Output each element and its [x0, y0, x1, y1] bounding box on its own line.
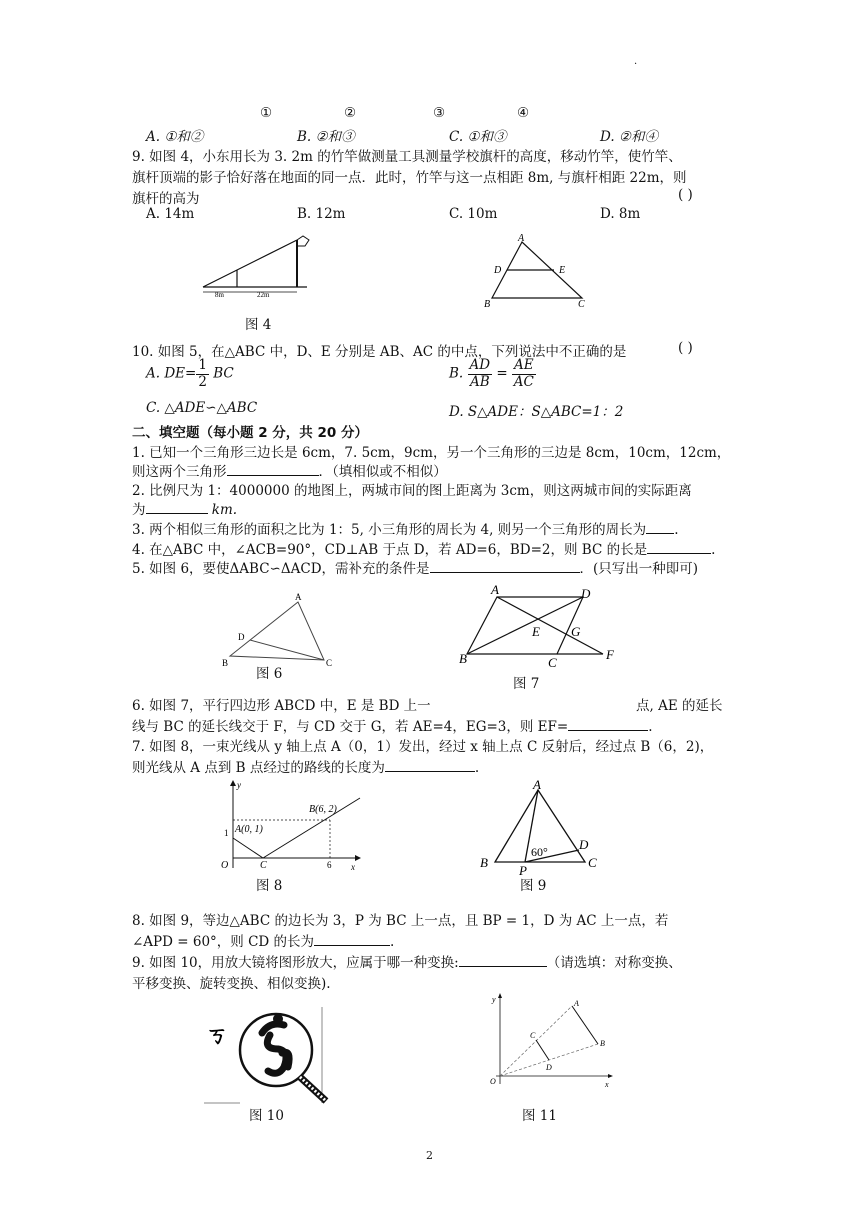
fig6-label-b: B: [222, 658, 229, 668]
fig9-label-c: C: [588, 855, 597, 870]
fig9-angle-label: 60°: [531, 845, 548, 859]
fill-q4-blank[interactable]: [647, 539, 711, 554]
fill-q9-pre: 9. 如图 10，用放大镜将图形放大，应属于哪一种变换:: [132, 955, 459, 971]
fig5-label-b: B: [484, 299, 491, 310]
fig11-label-x: x: [605, 1080, 609, 1089]
fill-q9-line-1: [132, 951, 682, 971]
fig7-label-b: B: [459, 651, 467, 666]
fill-q1-line-1: 1. 已知一个三角形三边长是 6cm，7. 5cm，9cm，另一个三角形的三边是 8cm，10cm，12cm，: [132, 445, 731, 461]
q10-a-den: 2: [198, 373, 207, 390]
q9-text-line-2: 旗杆顶端的影子恰好落在地面的同一点．此时，竹竿与这一点相距 8m, 与旗杆相距 22m，则: [132, 170, 687, 186]
fig7-label-e: E: [532, 624, 540, 639]
fill-q6-blank[interactable]: [568, 716, 648, 731]
fig7-label-f: F: [606, 647, 614, 662]
q10-b-fraction-1: [468, 358, 493, 390]
section-2-heading: 二、填空题（每小题 2 分，共 20 分）: [132, 425, 368, 441]
fig9-label-a: A: [533, 777, 541, 792]
fill-q7-line-2: [132, 756, 479, 776]
fig4-caption: 图 4: [245, 317, 272, 333]
fig8-label-y: y: [237, 780, 241, 790]
fig5-label-e: E: [559, 265, 566, 276]
fill-q1-post: ．（填相似或不相似）: [318, 464, 447, 480]
fill-q5: [132, 557, 698, 577]
fill-q6-line-1-post: 点, AE 的延长: [636, 698, 723, 714]
q10-a-pre: A. DE=: [146, 365, 197, 382]
fig7-label-g: G: [571, 624, 581, 639]
fill-q3-pre: 3. 两个相似三角形的面积之比为 1：5, 小三角形的周长为 4, 则另一个三角形的周长为: [132, 522, 647, 538]
fill-q3: [132, 518, 678, 538]
fig11-label-y: y: [492, 995, 496, 1004]
figure-9: [475, 777, 605, 878]
q10-choice-d: D. S△ADE：S△ABC=1：2: [449, 404, 624, 420]
fig8-label-x: x: [351, 862, 355, 872]
fig6-caption: 图 6: [256, 666, 283, 682]
q10-choice-a: [146, 358, 234, 390]
fill-q8-blank[interactable]: [314, 931, 390, 946]
fig11-label-c: C: [530, 1031, 536, 1040]
fig6-label-a: A: [295, 592, 302, 602]
q10-a-num: 1: [198, 357, 207, 373]
fig9-label-d: D: [579, 837, 589, 852]
fill-q7-post: .: [474, 760, 480, 776]
fill-q8-line-2: [132, 930, 394, 950]
fill-q1-blank[interactable]: [227, 461, 319, 476]
fill-q9-post: （请选填：对称变换、: [546, 955, 682, 971]
fig11-label-b: B: [600, 1039, 605, 1048]
q9-choice-d: D. 8m: [600, 206, 641, 222]
fig9-caption: 图 9: [520, 878, 547, 894]
q10-a-post: BC: [213, 365, 234, 382]
fill-q7-pre: 则光线从 A 点到 B 点经过的路线的长度为: [132, 760, 385, 776]
option-circle-1: ①: [260, 105, 273, 121]
fill-q3-blank[interactable]: [646, 519, 674, 534]
fill-q7-line-1: 7. 如图 8，一束光线从 y 轴上点 A（0，1）发出，经过 x 轴上点 C 反射后，经过点 B（6，2)，: [132, 739, 714, 755]
figure-10: [200, 1005, 330, 1105]
q10-answer-paren: ( ): [678, 340, 693, 356]
fig4-label-8m: 8m: [215, 291, 224, 299]
header-dot: .: [634, 56, 638, 67]
fig6-label-c: C: [326, 658, 333, 668]
fig8-caption: 图 8: [256, 878, 283, 894]
fig6-label-d: D: [238, 632, 245, 642]
figure-4: [195, 232, 325, 302]
fig7-label-d: D: [581, 586, 591, 601]
fig8-label-a: A(0, 1): [235, 824, 263, 835]
fig4-label-22m: 22m: [257, 291, 270, 299]
fig8-label-c: C: [260, 860, 267, 871]
q9-text-line-3: 旗杆的高为: [132, 191, 200, 207]
fig9-label-b: B: [480, 855, 488, 870]
fig8-label-o: O: [221, 860, 229, 871]
fig11-caption: 图 11: [522, 1108, 557, 1124]
q8-choice-a: A. ①和②: [146, 129, 204, 145]
q8-choice-b: B. ②和③: [297, 129, 355, 145]
fill-q4: [132, 538, 715, 558]
q10-b-d1: AB: [469, 373, 490, 390]
page-number: 2: [426, 1149, 433, 1162]
q8-choice-d: D. ②和④: [600, 129, 659, 145]
fill-q6-line-2: [132, 715, 653, 735]
fill-q2-line-1: 2. 比例尺为 1：4000000 的地图上，两城市间的图上距离为 3cm，则这两城市间的实际距离: [132, 483, 692, 499]
fig5-label-d: D: [494, 265, 502, 276]
fill-q7-blank[interactable]: [385, 757, 475, 772]
fig7-label-c: C: [548, 655, 557, 670]
q9-choice-c: C. 10m: [449, 206, 498, 222]
q8-choice-c: C. ①和③: [449, 129, 507, 145]
fill-q3-post: .: [674, 522, 679, 538]
fill-q2-line-2: [132, 498, 237, 518]
fig10-small-glyph: ㄎ: [206, 1023, 229, 1048]
fig5-label-c: C: [578, 299, 585, 310]
q10-a-fraction: [196, 358, 209, 390]
fig8-tick-1: 1: [224, 828, 229, 838]
fill-q8-pre: ∠APD = 60°，则 CD 的长为: [132, 934, 315, 950]
fill-q8-post: .: [390, 934, 395, 950]
fill-q6-post: .: [648, 719, 653, 735]
fig10-caption: 图 10: [249, 1108, 284, 1124]
fill-q2-blank[interactable]: [146, 499, 208, 514]
q9-choice-b: B. 12m: [297, 206, 346, 222]
fig7-label-a: A: [491, 582, 499, 597]
fill-q6-pre: 线与 BC 的延长线交于 F，与 CD 交于 G，若 AE=4，EG=3，则 EF=: [132, 719, 569, 735]
fill-q5-pre: 5. 如图 6，要使ΔABC∽ΔACD，需补充的条件是: [132, 561, 430, 577]
fill-q1-line-2: [132, 460, 447, 480]
fig8-label-b: B(6, 2): [309, 804, 337, 815]
fill-q1-pre: 则这两个三角形: [132, 464, 227, 480]
fill-q2-post: km.: [211, 502, 238, 518]
q10-b-pre: B.: [449, 365, 464, 382]
q10-b-d2: AC: [513, 373, 534, 390]
q9-choice-a: A. 14m: [146, 206, 195, 222]
q10-choice-c: C. △ADE∽△ABC: [146, 400, 258, 416]
figure-11: [478, 992, 618, 1092]
fig9-label-p: P: [519, 863, 527, 878]
fig5-label-a: A: [518, 233, 525, 244]
fill-q4-post: .: [711, 542, 716, 558]
fill-q8-line-1: 8. 如图 9，等边△ABC 的边长为 3，P 为 BC 上一点，且 BP = 1，D 为 AC 上一点，若: [132, 913, 669, 929]
q10-b-eq: =: [496, 365, 508, 382]
q10-choice-b: [449, 358, 536, 390]
option-circle-3: ③: [433, 105, 446, 121]
option-circle-4: ④: [517, 105, 530, 121]
q10-b-n2: AE: [514, 357, 534, 373]
figure-7: [455, 582, 630, 670]
fill-q5-blank[interactable]: [430, 558, 580, 573]
q10-b-n1: AD: [469, 357, 491, 373]
fig11-label-o: O: [490, 1077, 496, 1086]
fig8-tick-6: 6: [327, 860, 332, 870]
fill-q6-line-1-pre: 6. 如图 7，平行四边形 ABCD 中，E 是 BD 上一: [132, 698, 431, 714]
fig11-label-a: A: [574, 999, 579, 1008]
figure-8: [205, 780, 365, 875]
figure-6: [220, 592, 340, 672]
fig11-label-d: D: [546, 1063, 552, 1072]
q9-answer-paren: ( ): [678, 187, 693, 203]
option-circle-2: ②: [344, 105, 357, 121]
q10-text: 10. 如图 5，在△ABC 中，D、E 分别是 AB、AC 的中点，下列说法中不正确的是: [132, 344, 627, 360]
fill-q9-blank[interactable]: [459, 952, 547, 967]
q9-text-line-1: 9. 如图 4，小东用长为 3. 2m 的竹竿做测量工具测量学校旗杆的高度，移动竹竿，使竹竿、: [132, 149, 682, 165]
q10-b-fraction-2: [512, 358, 536, 390]
fig7-caption: 图 7: [513, 676, 540, 692]
fill-q4-pre: 4. 在△ABC 中，∠ACB=90°，CD⊥AB 于点 D，若 AD=6，BD=2，则 BC 的长是: [132, 542, 648, 558]
figure-5: [482, 232, 592, 312]
fill-q9-line-2: 平移变换、旋转变换、相似变换).: [132, 976, 331, 992]
fill-q2-pre: 为: [132, 502, 146, 518]
fill-q5-post: ．(只写出一种即可): [579, 561, 699, 577]
